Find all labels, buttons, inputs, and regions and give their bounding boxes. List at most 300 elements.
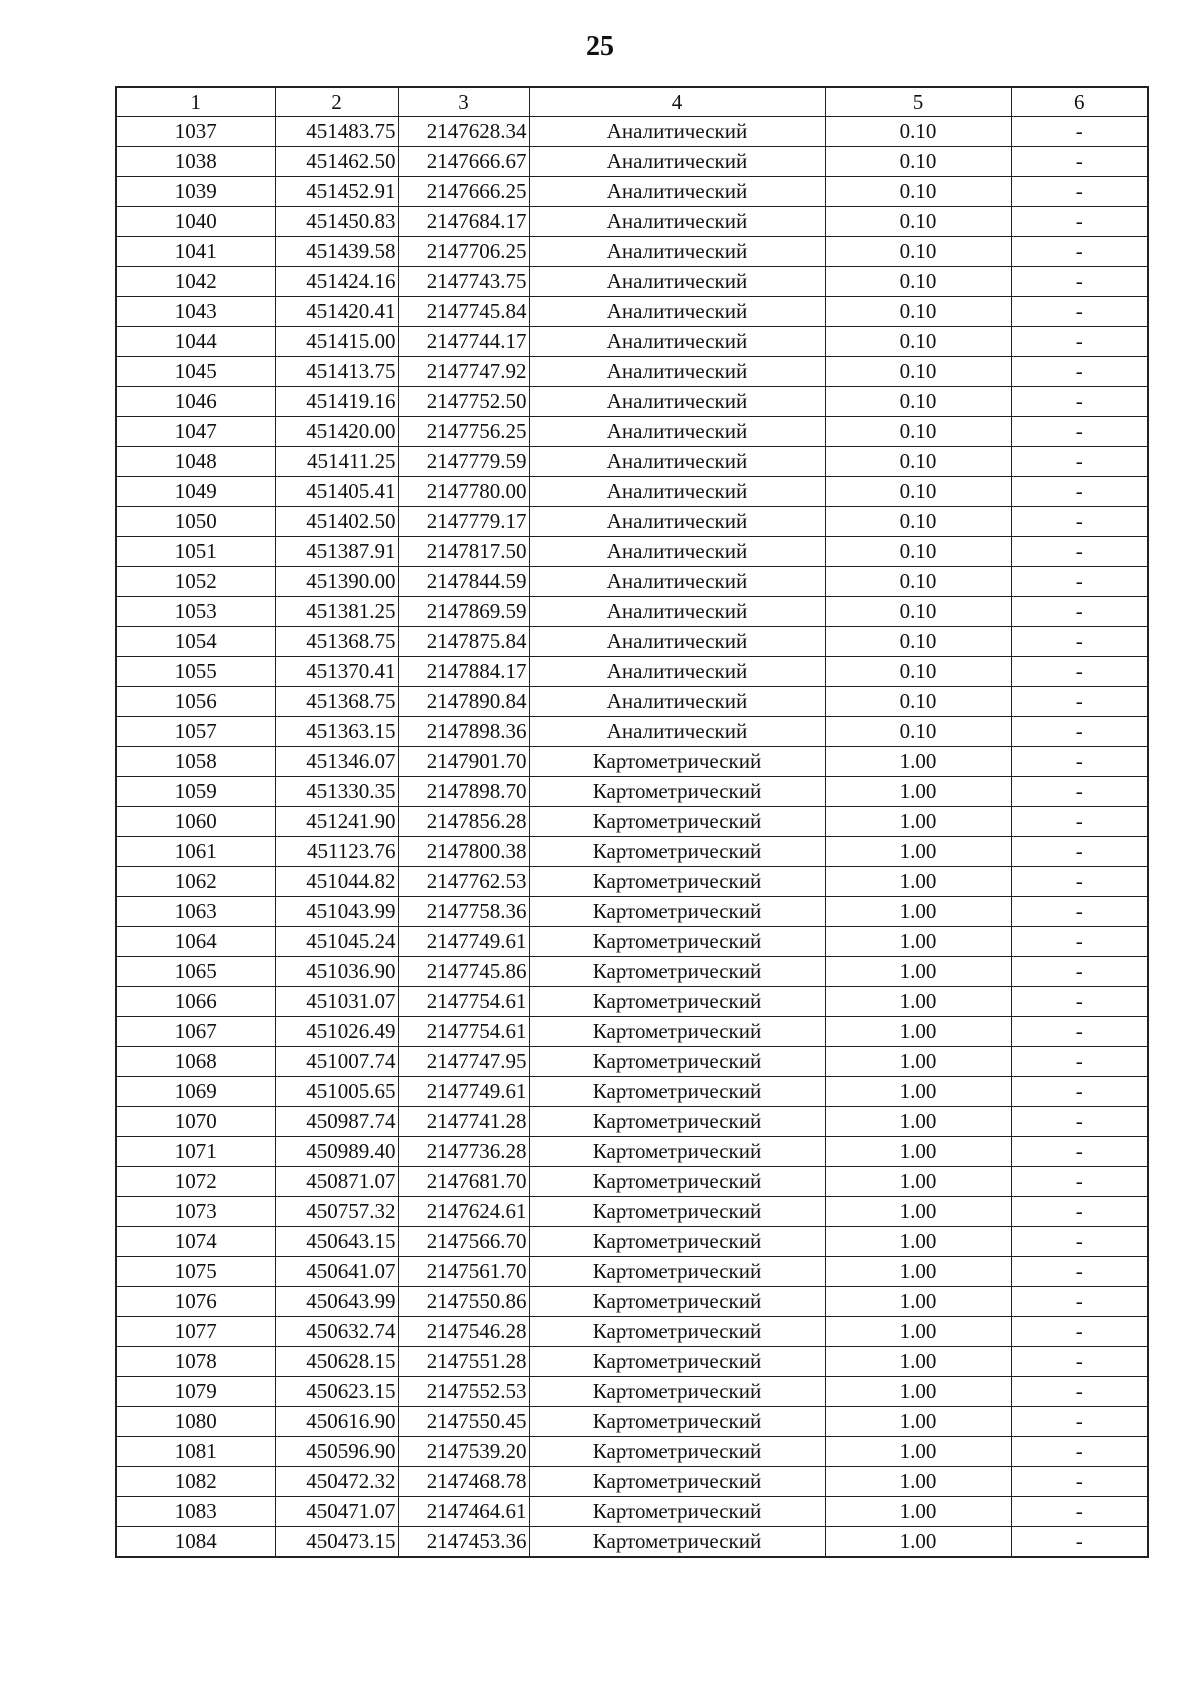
accuracy-cell: 1.00 xyxy=(825,807,1011,837)
x-coordinate-cell: 450643.99 xyxy=(275,1287,398,1317)
accuracy-cell: 1.00 xyxy=(825,1497,1011,1527)
description-cell: - xyxy=(1011,147,1148,177)
table-row xyxy=(116,417,1148,447)
accuracy-cell: 1.00 xyxy=(825,957,1011,987)
column-header: 4 xyxy=(529,87,825,117)
point-number-cell: 1065 xyxy=(116,957,275,987)
method-cell: Картометрический xyxy=(529,1137,825,1167)
accuracy-cell: 0.10 xyxy=(825,147,1011,177)
accuracy-cell: 0.10 xyxy=(825,627,1011,657)
method-cell: Аналитический xyxy=(529,417,825,447)
y-coordinate-cell: 2147749.61 xyxy=(398,927,529,957)
table-row xyxy=(116,1257,1148,1287)
accuracy-cell: 0.10 xyxy=(825,477,1011,507)
x-coordinate-cell: 450472.32 xyxy=(275,1467,398,1497)
method-cell: Аналитический xyxy=(529,567,825,597)
description-cell: - xyxy=(1011,417,1148,447)
table-row xyxy=(116,1287,1148,1317)
x-coordinate-cell: 451411.25 xyxy=(275,447,398,477)
method-cell: Картометрический xyxy=(529,747,825,777)
table-row xyxy=(116,897,1148,927)
table-body xyxy=(116,117,1148,1558)
x-coordinate-cell: 450987.74 xyxy=(275,1107,398,1137)
point-number-cell: 1050 xyxy=(116,507,275,537)
y-coordinate-cell: 2147890.84 xyxy=(398,687,529,717)
description-cell: - xyxy=(1011,387,1148,417)
method-cell: Картометрический xyxy=(529,1377,825,1407)
method-cell: Картометрический xyxy=(529,777,825,807)
accuracy-cell: 1.00 xyxy=(825,1317,1011,1347)
description-cell: - xyxy=(1011,477,1148,507)
description-cell: - xyxy=(1011,777,1148,807)
method-cell: Аналитический xyxy=(529,447,825,477)
point-number-cell: 1077 xyxy=(116,1317,275,1347)
method-cell: Картометрический xyxy=(529,987,825,1017)
description-cell: - xyxy=(1011,1077,1148,1107)
x-coordinate-cell: 450871.07 xyxy=(275,1167,398,1197)
y-coordinate-cell: 2147856.28 xyxy=(398,807,529,837)
y-coordinate-cell: 2147684.17 xyxy=(398,207,529,237)
x-coordinate-cell: 451387.91 xyxy=(275,537,398,567)
method-cell: Картометрический xyxy=(529,1527,825,1558)
accuracy-cell: 0.10 xyxy=(825,327,1011,357)
y-coordinate-cell: 2147800.38 xyxy=(398,837,529,867)
y-coordinate-cell: 2147546.28 xyxy=(398,1317,529,1347)
table-row xyxy=(116,837,1148,867)
accuracy-cell: 1.00 xyxy=(825,1407,1011,1437)
y-coordinate-cell: 2147749.61 xyxy=(398,1077,529,1107)
table-row xyxy=(116,807,1148,837)
accuracy-cell: 0.10 xyxy=(825,177,1011,207)
y-coordinate-cell: 2147844.59 xyxy=(398,567,529,597)
table-row xyxy=(116,1377,1148,1407)
table-row xyxy=(116,777,1148,807)
point-number-cell: 1052 xyxy=(116,567,275,597)
accuracy-cell: 1.00 xyxy=(825,927,1011,957)
method-cell: Аналитический xyxy=(529,147,825,177)
method-cell: Аналитический xyxy=(529,597,825,627)
y-coordinate-cell: 2147747.95 xyxy=(398,1047,529,1077)
description-cell: - xyxy=(1011,1317,1148,1347)
y-coordinate-cell: 2147744.17 xyxy=(398,327,529,357)
point-number-cell: 1069 xyxy=(116,1077,275,1107)
accuracy-cell: 0.10 xyxy=(825,537,1011,567)
y-coordinate-cell: 2147869.59 xyxy=(398,597,529,627)
x-coordinate-cell: 450643.15 xyxy=(275,1227,398,1257)
method-cell: Аналитический xyxy=(529,327,825,357)
accuracy-cell: 1.00 xyxy=(825,1527,1011,1558)
accuracy-cell: 1.00 xyxy=(825,747,1011,777)
point-number-cell: 1038 xyxy=(116,147,275,177)
accuracy-cell: 1.00 xyxy=(825,1137,1011,1167)
y-coordinate-cell: 2147752.50 xyxy=(398,387,529,417)
method-cell: Аналитический xyxy=(529,477,825,507)
point-number-cell: 1075 xyxy=(116,1257,275,1287)
description-cell: - xyxy=(1011,657,1148,687)
x-coordinate-cell: 451005.65 xyxy=(275,1077,398,1107)
method-cell: Картометрический xyxy=(529,1317,825,1347)
point-number-cell: 1057 xyxy=(116,717,275,747)
table-row xyxy=(116,357,1148,387)
point-number-cell: 1059 xyxy=(116,777,275,807)
method-cell: Аналитический xyxy=(529,627,825,657)
description-cell: - xyxy=(1011,267,1148,297)
accuracy-cell: 1.00 xyxy=(825,1107,1011,1137)
y-coordinate-cell: 2147747.92 xyxy=(398,357,529,387)
table-row xyxy=(116,387,1148,417)
table-row xyxy=(116,537,1148,567)
description-cell: - xyxy=(1011,1047,1148,1077)
description-cell: - xyxy=(1011,1407,1148,1437)
description-cell: - xyxy=(1011,327,1148,357)
table-row xyxy=(116,1347,1148,1377)
method-cell: Аналитический xyxy=(529,537,825,567)
table-row xyxy=(116,477,1148,507)
x-coordinate-cell: 451363.15 xyxy=(275,717,398,747)
x-coordinate-cell: 451420.00 xyxy=(275,417,398,447)
y-coordinate-cell: 2147898.36 xyxy=(398,717,529,747)
point-number-cell: 1073 xyxy=(116,1197,275,1227)
description-cell: - xyxy=(1011,717,1148,747)
point-number-cell: 1047 xyxy=(116,417,275,447)
table-row xyxy=(116,597,1148,627)
table-row xyxy=(116,867,1148,897)
point-number-cell: 1046 xyxy=(116,387,275,417)
y-coordinate-cell: 2147464.61 xyxy=(398,1497,529,1527)
x-coordinate-cell: 451483.75 xyxy=(275,117,398,147)
description-cell: - xyxy=(1011,447,1148,477)
description-cell: - xyxy=(1011,627,1148,657)
point-number-cell: 1079 xyxy=(116,1377,275,1407)
y-coordinate-cell: 2147758.36 xyxy=(398,897,529,927)
y-coordinate-cell: 2147780.00 xyxy=(398,477,529,507)
accuracy-cell: 0.10 xyxy=(825,297,1011,327)
y-coordinate-cell: 2147550.45 xyxy=(398,1407,529,1437)
table-row xyxy=(116,177,1148,207)
accuracy-cell: 1.00 xyxy=(825,1467,1011,1497)
table-row xyxy=(116,207,1148,237)
point-number-cell: 1056 xyxy=(116,687,275,717)
x-coordinate-cell: 451123.76 xyxy=(275,837,398,867)
accuracy-cell: 0.10 xyxy=(825,357,1011,387)
table-row xyxy=(116,747,1148,777)
accuracy-cell: 0.10 xyxy=(825,567,1011,597)
coordinates-table xyxy=(115,86,1149,1558)
method-cell: Картометрический xyxy=(529,1197,825,1227)
point-number-cell: 1061 xyxy=(116,837,275,867)
point-number-cell: 1043 xyxy=(116,297,275,327)
x-coordinate-cell: 451381.25 xyxy=(275,597,398,627)
y-coordinate-cell: 2147901.70 xyxy=(398,747,529,777)
method-cell: Картометрический xyxy=(529,837,825,867)
y-coordinate-cell: 2147736.28 xyxy=(398,1137,529,1167)
x-coordinate-cell: 451402.50 xyxy=(275,507,398,537)
table-row xyxy=(116,237,1148,267)
description-cell: - xyxy=(1011,1347,1148,1377)
method-cell: Картометрический xyxy=(529,1287,825,1317)
x-coordinate-cell: 450623.15 xyxy=(275,1377,398,1407)
x-coordinate-cell: 451419.16 xyxy=(275,387,398,417)
accuracy-cell: 0.10 xyxy=(825,687,1011,717)
table-row xyxy=(116,327,1148,357)
point-number-cell: 1083 xyxy=(116,1497,275,1527)
description-cell: - xyxy=(1011,1287,1148,1317)
x-coordinate-cell: 450632.74 xyxy=(275,1317,398,1347)
point-number-cell: 1037 xyxy=(116,117,275,147)
table-row xyxy=(116,1017,1148,1047)
point-number-cell: 1070 xyxy=(116,1107,275,1137)
description-cell: - xyxy=(1011,537,1148,567)
accuracy-cell: 0.10 xyxy=(825,267,1011,297)
method-cell: Картометрический xyxy=(529,1347,825,1377)
method-cell: Картометрический xyxy=(529,927,825,957)
description-cell: - xyxy=(1011,237,1148,267)
table-row xyxy=(116,1497,1148,1527)
description-cell: - xyxy=(1011,1257,1148,1287)
point-number-cell: 1081 xyxy=(116,1437,275,1467)
description-cell: - xyxy=(1011,357,1148,387)
point-number-cell: 1082 xyxy=(116,1467,275,1497)
table-header-row xyxy=(116,87,1148,117)
table-row xyxy=(116,1317,1148,1347)
table-row xyxy=(116,567,1148,597)
accuracy-cell: 1.00 xyxy=(825,897,1011,927)
table-row xyxy=(116,1167,1148,1197)
point-number-cell: 1055 xyxy=(116,657,275,687)
accuracy-cell: 1.00 xyxy=(825,1347,1011,1377)
description-cell: - xyxy=(1011,837,1148,867)
table-row xyxy=(116,1407,1148,1437)
table-row xyxy=(116,1437,1148,1467)
table-row xyxy=(116,687,1148,717)
table-row xyxy=(116,297,1148,327)
point-number-cell: 1074 xyxy=(116,1227,275,1257)
method-cell: Картометрический xyxy=(529,1077,825,1107)
x-coordinate-cell: 451007.74 xyxy=(275,1047,398,1077)
y-coordinate-cell: 2147551.28 xyxy=(398,1347,529,1377)
y-coordinate-cell: 2147754.61 xyxy=(398,987,529,1017)
table-row xyxy=(116,507,1148,537)
point-number-cell: 1076 xyxy=(116,1287,275,1317)
point-number-cell: 1062 xyxy=(116,867,275,897)
description-cell: - xyxy=(1011,1437,1148,1467)
description-cell: - xyxy=(1011,987,1148,1017)
x-coordinate-cell: 451413.75 xyxy=(275,357,398,387)
x-coordinate-cell: 451045.24 xyxy=(275,927,398,957)
point-number-cell: 1060 xyxy=(116,807,275,837)
method-cell: Картометрический xyxy=(529,1497,825,1527)
description-cell: - xyxy=(1011,297,1148,327)
accuracy-cell: 1.00 xyxy=(825,1227,1011,1257)
x-coordinate-cell: 450596.90 xyxy=(275,1437,398,1467)
method-cell: Аналитический xyxy=(529,177,825,207)
description-cell: - xyxy=(1011,597,1148,627)
accuracy-cell: 1.00 xyxy=(825,1167,1011,1197)
table-row xyxy=(116,1197,1148,1227)
column-header: 2 xyxy=(275,87,398,117)
accuracy-cell: 0.10 xyxy=(825,207,1011,237)
y-coordinate-cell: 2147453.36 xyxy=(398,1527,529,1558)
y-coordinate-cell: 2147681.70 xyxy=(398,1167,529,1197)
method-cell: Аналитический xyxy=(529,297,825,327)
point-number-cell: 1053 xyxy=(116,597,275,627)
point-number-cell: 1041 xyxy=(116,237,275,267)
x-coordinate-cell: 451241.90 xyxy=(275,807,398,837)
y-coordinate-cell: 2147628.34 xyxy=(398,117,529,147)
point-number-cell: 1044 xyxy=(116,327,275,357)
x-coordinate-cell: 451420.41 xyxy=(275,297,398,327)
point-number-cell: 1078 xyxy=(116,1347,275,1377)
method-cell: Картометрический xyxy=(529,1227,825,1257)
column-header: 5 xyxy=(825,87,1011,117)
description-cell: - xyxy=(1011,957,1148,987)
description-cell: - xyxy=(1011,1527,1148,1558)
accuracy-cell: 1.00 xyxy=(825,1047,1011,1077)
x-coordinate-cell: 451368.75 xyxy=(275,687,398,717)
y-coordinate-cell: 2147706.25 xyxy=(398,237,529,267)
x-coordinate-cell: 450471.07 xyxy=(275,1497,398,1527)
method-cell: Картометрический xyxy=(529,867,825,897)
accuracy-cell: 1.00 xyxy=(825,777,1011,807)
y-coordinate-cell: 2147741.28 xyxy=(398,1107,529,1137)
column-header: 3 xyxy=(398,87,529,117)
x-coordinate-cell: 450989.40 xyxy=(275,1137,398,1167)
point-number-cell: 1039 xyxy=(116,177,275,207)
y-coordinate-cell: 2147666.25 xyxy=(398,177,529,207)
description-cell: - xyxy=(1011,897,1148,927)
y-coordinate-cell: 2147884.17 xyxy=(398,657,529,687)
point-number-cell: 1040 xyxy=(116,207,275,237)
description-cell: - xyxy=(1011,1017,1148,1047)
method-cell: Аналитический xyxy=(529,507,825,537)
y-coordinate-cell: 2147468.78 xyxy=(398,1467,529,1497)
method-cell: Картометрический xyxy=(529,957,825,987)
point-number-cell: 1054 xyxy=(116,627,275,657)
method-cell: Картометрический xyxy=(529,1437,825,1467)
table-row xyxy=(116,447,1148,477)
point-number-cell: 1066 xyxy=(116,987,275,1017)
description-cell: - xyxy=(1011,1107,1148,1137)
accuracy-cell: 0.10 xyxy=(825,657,1011,687)
y-coordinate-cell: 2147743.75 xyxy=(398,267,529,297)
y-coordinate-cell: 2147624.61 xyxy=(398,1197,529,1227)
method-cell: Картометрический xyxy=(529,1167,825,1197)
y-coordinate-cell: 2147566.70 xyxy=(398,1227,529,1257)
x-coordinate-cell: 451368.75 xyxy=(275,627,398,657)
x-coordinate-cell: 451462.50 xyxy=(275,147,398,177)
accuracy-cell: 0.10 xyxy=(825,717,1011,747)
x-coordinate-cell: 451043.99 xyxy=(275,897,398,927)
point-number-cell: 1071 xyxy=(116,1137,275,1167)
accuracy-cell: 1.00 xyxy=(825,1077,1011,1107)
accuracy-cell: 1.00 xyxy=(825,1377,1011,1407)
point-number-cell: 1072 xyxy=(116,1167,275,1197)
accuracy-cell: 0.10 xyxy=(825,417,1011,447)
point-number-cell: 1058 xyxy=(116,747,275,777)
point-number-cell: 1051 xyxy=(116,537,275,567)
table-row xyxy=(116,147,1148,177)
x-coordinate-cell: 451452.91 xyxy=(275,177,398,207)
method-cell: Картометрический xyxy=(529,897,825,927)
method-cell: Картометрический xyxy=(529,1017,825,1047)
y-coordinate-cell: 2147898.70 xyxy=(398,777,529,807)
point-number-cell: 1080 xyxy=(116,1407,275,1437)
accuracy-cell: 0.10 xyxy=(825,507,1011,537)
description-cell: - xyxy=(1011,177,1148,207)
y-coordinate-cell: 2147762.53 xyxy=(398,867,529,897)
x-coordinate-cell: 450628.15 xyxy=(275,1347,398,1377)
point-number-cell: 1064 xyxy=(116,927,275,957)
table-row xyxy=(116,717,1148,747)
point-number-cell: 1084 xyxy=(116,1527,275,1558)
description-cell: - xyxy=(1011,1137,1148,1167)
x-coordinate-cell: 451424.16 xyxy=(275,267,398,297)
y-coordinate-cell: 2147745.86 xyxy=(398,957,529,987)
y-coordinate-cell: 2147754.61 xyxy=(398,1017,529,1047)
y-coordinate-cell: 2147550.86 xyxy=(398,1287,529,1317)
point-number-cell: 1068 xyxy=(116,1047,275,1077)
y-coordinate-cell: 2147745.84 xyxy=(398,297,529,327)
description-cell: - xyxy=(1011,927,1148,957)
point-number-cell: 1045 xyxy=(116,357,275,387)
y-coordinate-cell: 2147817.50 xyxy=(398,537,529,567)
method-cell: Аналитический xyxy=(529,657,825,687)
x-coordinate-cell: 451450.83 xyxy=(275,207,398,237)
table-row xyxy=(116,1077,1148,1107)
table-row xyxy=(116,927,1148,957)
column-header: 1 xyxy=(116,87,275,117)
description-cell: - xyxy=(1011,1197,1148,1227)
point-number-cell: 1049 xyxy=(116,477,275,507)
y-coordinate-cell: 2147779.59 xyxy=(398,447,529,477)
description-cell: - xyxy=(1011,1497,1148,1527)
table-row xyxy=(116,117,1148,147)
x-coordinate-cell: 451031.07 xyxy=(275,987,398,1017)
x-coordinate-cell: 451439.58 xyxy=(275,237,398,267)
description-cell: - xyxy=(1011,1467,1148,1497)
description-cell: - xyxy=(1011,207,1148,237)
method-cell: Аналитический xyxy=(529,687,825,717)
method-cell: Аналитический xyxy=(529,237,825,267)
description-cell: - xyxy=(1011,807,1148,837)
x-coordinate-cell: 451370.41 xyxy=(275,657,398,687)
method-cell: Аналитический xyxy=(529,717,825,747)
table-row xyxy=(116,627,1148,657)
method-cell: Картометрический xyxy=(529,1407,825,1437)
y-coordinate-cell: 2147875.84 xyxy=(398,627,529,657)
table-row xyxy=(116,987,1148,1017)
accuracy-cell: 1.00 xyxy=(825,867,1011,897)
table-row xyxy=(116,957,1148,987)
method-cell: Аналитический xyxy=(529,267,825,297)
y-coordinate-cell: 2147756.25 xyxy=(398,417,529,447)
point-number-cell: 1048 xyxy=(116,447,275,477)
x-coordinate-cell: 450641.07 xyxy=(275,1257,398,1287)
description-cell: - xyxy=(1011,1167,1148,1197)
method-cell: Картометрический xyxy=(529,1047,825,1077)
method-cell: Аналитический xyxy=(529,207,825,237)
description-cell: - xyxy=(1011,867,1148,897)
x-coordinate-cell: 451346.07 xyxy=(275,747,398,777)
description-cell: - xyxy=(1011,747,1148,777)
x-coordinate-cell: 450616.90 xyxy=(275,1407,398,1437)
accuracy-cell: 1.00 xyxy=(825,1437,1011,1467)
description-cell: - xyxy=(1011,1227,1148,1257)
x-coordinate-cell: 451405.41 xyxy=(275,477,398,507)
accuracy-cell: 1.00 xyxy=(825,1257,1011,1287)
y-coordinate-cell: 2147561.70 xyxy=(398,1257,529,1287)
method-cell: Аналитический xyxy=(529,117,825,147)
